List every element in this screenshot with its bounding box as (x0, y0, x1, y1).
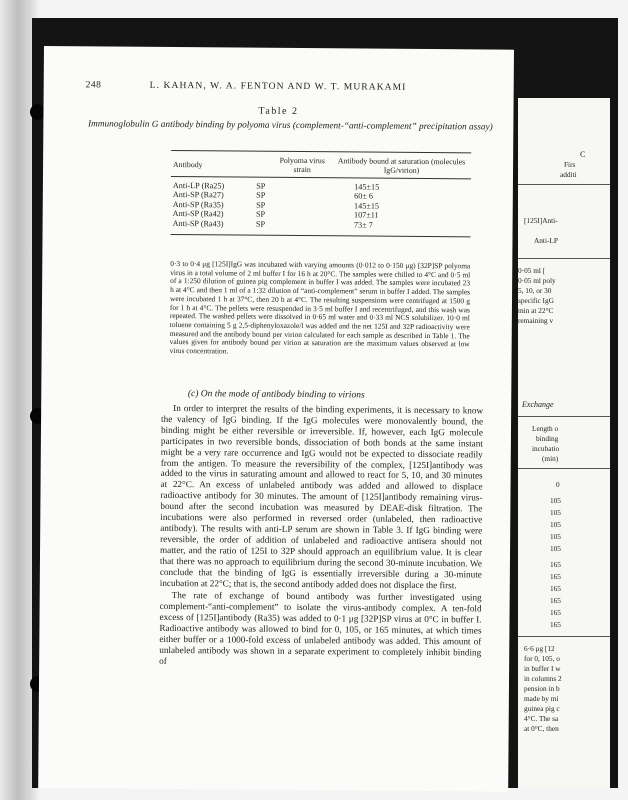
adjacent-text: 4°C. The sa (524, 714, 559, 723)
adjacent-text: Anti-LP (534, 236, 558, 245)
paragraph: The rate of exchange of bound antibody was further investigated using complement-“anti-complement” to isolate the virus-antibody complex. A ten-fold excess of [125I]antibody (Ra35) was added to 0·1 μg [32P]SP virus at 0°C in buffer I. Radioactive antibody was allowed to bind for 0, 105, or 165 minutes, at which times either buffer or a 1000-fold excess of unlabeled antibody was added. This amount of unlabeled antibody was shown in a separate experiment to completely inhibit binding of (159, 590, 482, 666)
adjacent-text: min at 22°C (518, 306, 554, 315)
adjacent-cell: 105 (550, 496, 561, 505)
adjacent-cell: 165 (550, 572, 561, 581)
adjacent-cell: 105 (550, 520, 561, 529)
column-header-bound: Antibody bound at saturation (molecules IgG/virion) (337, 156, 466, 175)
table-row (171, 219, 471, 231)
adjacent-cell: 105 (550, 532, 561, 541)
table-rule (518, 416, 610, 417)
adjacent-text: Firs (564, 160, 576, 169)
adjacent-text: in columns 2 (524, 674, 562, 683)
adjacent-cell: 105 (550, 508, 561, 517)
page-number: 248 (85, 80, 102, 91)
adjacent-text: C (580, 150, 586, 159)
table-rule (518, 468, 610, 469)
adjacent-text: binding (536, 434, 559, 443)
table-rule (171, 234, 471, 237)
table-rule (518, 258, 610, 259)
adjacent-cell: 165 (550, 560, 561, 569)
adjacent-text: incubatio (532, 444, 560, 453)
adjacent-page (518, 98, 610, 788)
adjacent-text: guinea pig c (524, 704, 560, 713)
adjacent-text: specific IgG (518, 296, 554, 305)
cell-antibody: Anti-SP (Ra35) (172, 199, 224, 210)
paragraph: In order to interpret the results of the binding experiments, it is necessary to know the valency of IgG binding. If the IgG molecules were monovalently bound, the binding might be either reversible or irreversible. If, however, each IgG molecule participates in two reversible bonds, dissociation of both bonds at the same instant might be a very rare occurrence and IgG would not be expected to dissociate readily from the antigen. To measure the reversibility of the complex, [125I]antibody was added to the virus in saturating amount and allowed to react for 5, 10, and 30 minutes at 22°C. An excess of unlabeled antibody was added and allowed to displace radioactive antibody for 30 minutes. The amount of [125I]antibody remaining virus-bound after the second incubation was measured by DEAE-disk filtration. The incubations were also performed in reversed order (unlabeled, then radioactive antibody). The results with anti-LP serum are shown in Table 3. If IgG binding were reversible, the order of addition of unlabeled and radioactive antisera should not matter, and the ratio of 125I to 32P should approach an equilibrium value. It is clear that there was no approach to equilibrium during the second 30-minute incubation. We conclude that the binding of IgG is essentially irreversible during a 30-minute incubation at 22°C; that is, the second antibody added does not displace the first. (159, 403, 484, 590)
table-body (171, 177, 471, 230)
cell-bound: 145±15 (354, 201, 380, 211)
adjacent-text: remaining v (518, 316, 554, 325)
cell-bound: 107±11 (353, 210, 379, 220)
adjacent-cell: 165 (550, 584, 561, 593)
cell-bound: 60± 6 (354, 191, 374, 201)
body-text (159, 403, 483, 671)
antibody-binding-table (171, 150, 472, 237)
adjacent-cell: 165 (550, 620, 561, 629)
cell-antibody: Anti-SP (Ra27) (172, 190, 224, 200)
cell-bound: 73± 7 (353, 220, 373, 230)
adjacent-text: 0·05 ml [ (518, 266, 546, 275)
adjacent-cell: 0 (556, 480, 560, 489)
cell-antibody: Anti-SP (Ra43) (172, 218, 224, 229)
adjacent-text: at 0°C, then (524, 724, 559, 733)
running-header (86, 80, 500, 93)
adjacent-text: made by mi (524, 694, 559, 703)
section-heading: (c) On the mode of antibody binding to virions (187, 389, 365, 401)
cell-strain: SP (256, 191, 266, 201)
adjacent-text: 0·05 ml poly (518, 276, 556, 285)
running-authors: L. KAHAN, W. A. FENTON AND W. T. MURAKAMI (149, 80, 407, 93)
adjacent-cell: 165 (550, 608, 561, 617)
adjacent-text: for 0, 105, o (524, 654, 560, 663)
table-caption: Immunoglobulin G antibody binding by polyoma virus (complement-“anti-complement” precipitation assay) (87, 119, 493, 133)
cell-strain: SP (256, 200, 266, 210)
adjacent-cell: 105 (550, 544, 561, 553)
document-page (38, 46, 514, 792)
adjacent-text: pension in b (524, 684, 560, 693)
adjacent-text: [125I]Anti- (524, 216, 558, 225)
cell-strain: SP (256, 181, 266, 191)
adjacent-text: Length o (532, 424, 559, 433)
table-rule (518, 184, 610, 185)
adjacent-text: in buffer I w (524, 664, 561, 673)
adjacent-text: additi (560, 170, 577, 179)
column-header-antibody: Antibody (173, 159, 203, 169)
cell-bound: 145±15 (354, 182, 380, 192)
column-header-strain: Polyoma virus strain (279, 155, 325, 175)
table-footnote: 0·3 to 0·4 μg [125I]IgG was incubated with varying amounts (0·012 to 0·150 μg) [32P]SP polyoma virus in a total volume of 2 ml buffer I for 16 h at 20°C. The samples were chilled to 4°C and 0·5 ml of a 1:250 dilution of guinea pig complement in buffer I was added. The samples were incubated 23 h at 4°C and then 1 ml of a 1:32 dilution of “anti-complement” serum in buffer I added. The samples were incubated 1 h at 37°C, then 20 h at 4°C. The resulting suspensions were centrifuged at 1500 g for 1 h at 4°C. The pellets were resuspended in 3·5 ml buffer I and recentrifuged, and this wash was repeated. The washed pellets were dissolved in 0·65 ml water and 0·33 ml NCS solubilizer. 10·0 ml toluene containing 5 g 2,5-diphenyloxazole/l was added and the net 125I and 32P radioactivity were measured and the antibody bound per virion calculated for each sample as described in Table 1. The values given for antibody bound per virion at saturation are the maximum values observed at low virus concentration. (169, 258, 471, 356)
adjacent-text: 6·6 μg [12 (524, 644, 555, 653)
table-rule (518, 636, 610, 637)
adjacent-text: 5, 10, or 30 (518, 286, 552, 295)
adjacent-text: Exchange (522, 400, 554, 409)
table-header-row (171, 151, 471, 178)
cell-strain: SP (255, 219, 266, 229)
table-title: Table 2 (258, 105, 299, 118)
cell-antibody: Anti-SP (Ra42) (172, 209, 224, 219)
cell-antibody: Anti-LP (Ra25) (172, 181, 225, 191)
cell-strain: SP (255, 209, 266, 219)
adjacent-text: (min) (542, 454, 559, 463)
adjacent-cell: 165 (550, 596, 561, 605)
